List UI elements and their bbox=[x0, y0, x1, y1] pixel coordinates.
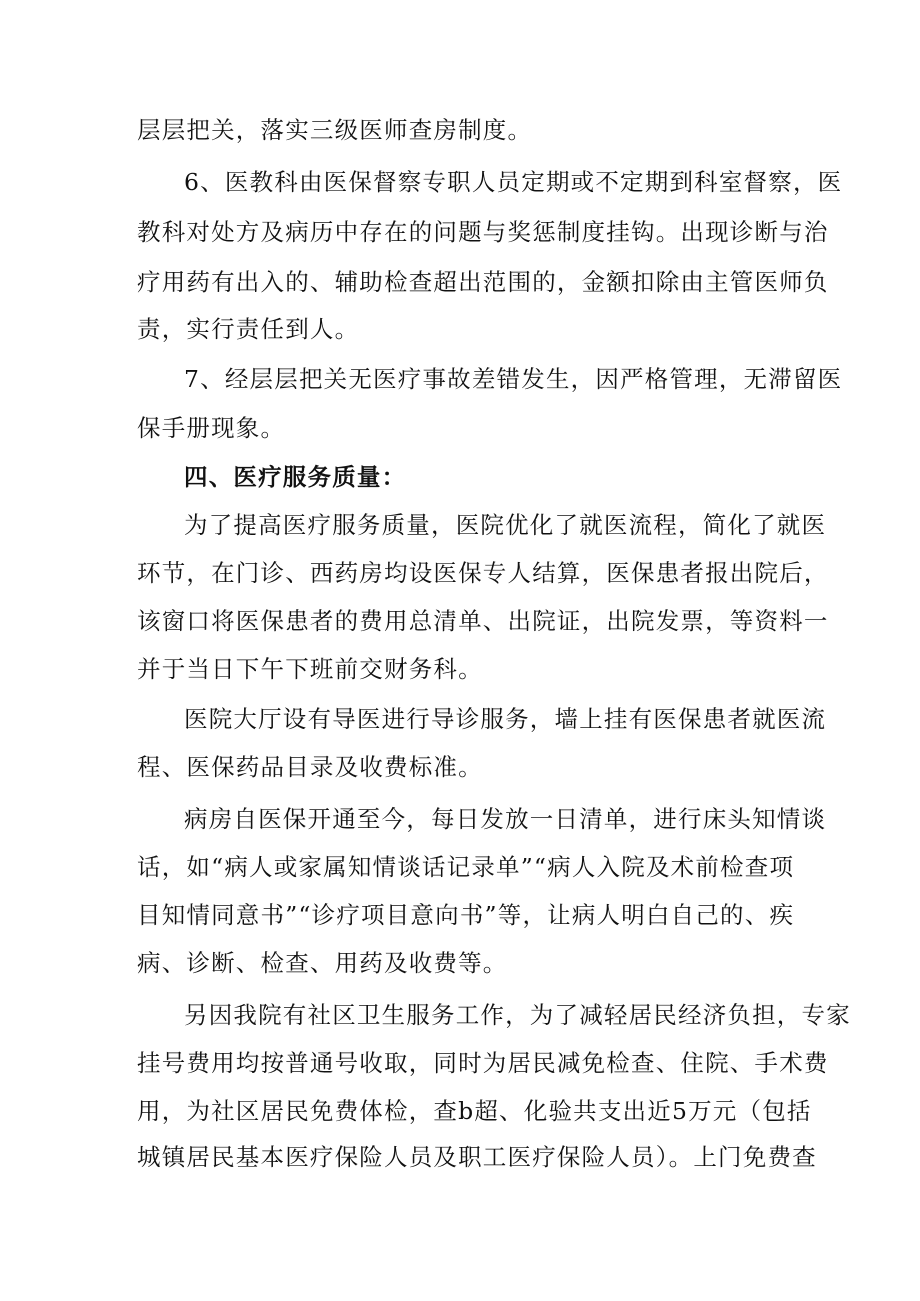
paragraph-line: 层层把关，落实三级医师查房制度。 bbox=[137, 116, 533, 144]
paragraph-line: 医院大厅设有导医进行导诊服务，墙上挂有医保患者就医流 bbox=[184, 705, 827, 733]
paragraph-line: 城镇居民基本医疗保险人员及职工医疗保险人员）。上门免费查 bbox=[137, 1143, 817, 1171]
paragraph-line: 教科对处方及病历中存在的问题与奖惩制度挂钩。出现诊断与治 bbox=[137, 218, 829, 246]
paragraph-line: 另因我院有社区卫生服务工作，为了减轻居民经济负担，专家 bbox=[184, 1001, 851, 1029]
paragraph-line: 保手册现象。 bbox=[137, 414, 286, 442]
paragraph-line: 环节，在门诊、西药房均设医保专人结算，医保患者报出院后， bbox=[137, 559, 829, 587]
paragraph-line: 话，如“病人或家属知情谈话记录单”“病人入院及术前检查项 bbox=[137, 853, 795, 881]
paragraph-line: 7、经层层把关无医疗事故差错发生，因严格管理，无滞留医 bbox=[184, 365, 843, 393]
paragraph-line: 疗用药有出入的、辅助检查超出范围的，金额扣除由主管医师负 bbox=[137, 268, 829, 296]
paragraph-line: 用，为社区居民免费体检，查b超、化验共支出近5万元（包括 bbox=[137, 1097, 812, 1125]
paragraph-line: 该窗口将医保患者的费用总清单、出院证，出院发票，等资料一 bbox=[137, 607, 829, 635]
paragraph-line: 挂号费用均按普通号收取，同时为居民减免检查、住院、手术费 bbox=[137, 1049, 829, 1077]
paragraph-line: 病房自医保开通至今，每日发放一日清单，进行床头知情谈 bbox=[184, 805, 827, 833]
paragraph-line: 6、医教科由医保督察专职人员定期或不定期到科室督察，医 bbox=[184, 168, 843, 196]
paragraph-line: 责，实行责任到人。 bbox=[137, 315, 360, 343]
paragraph-line: 并于当日下午下班前交财务科。 bbox=[137, 655, 483, 683]
paragraph-line: 程、医保药品目录及收费标准。 bbox=[137, 753, 483, 781]
paragraph-line: 目知情同意书”“诊疗项目意向书”等，让病人明白自己的、疾 bbox=[137, 901, 795, 929]
paragraph-line: 病、诊断、检查、用药及收费等。 bbox=[137, 949, 508, 977]
paragraph-line: 为了提高医疗服务质量，医院优化了就医流程，简化了就医 bbox=[184, 511, 827, 539]
section-heading: 四、医疗服务质量： bbox=[184, 463, 407, 491]
